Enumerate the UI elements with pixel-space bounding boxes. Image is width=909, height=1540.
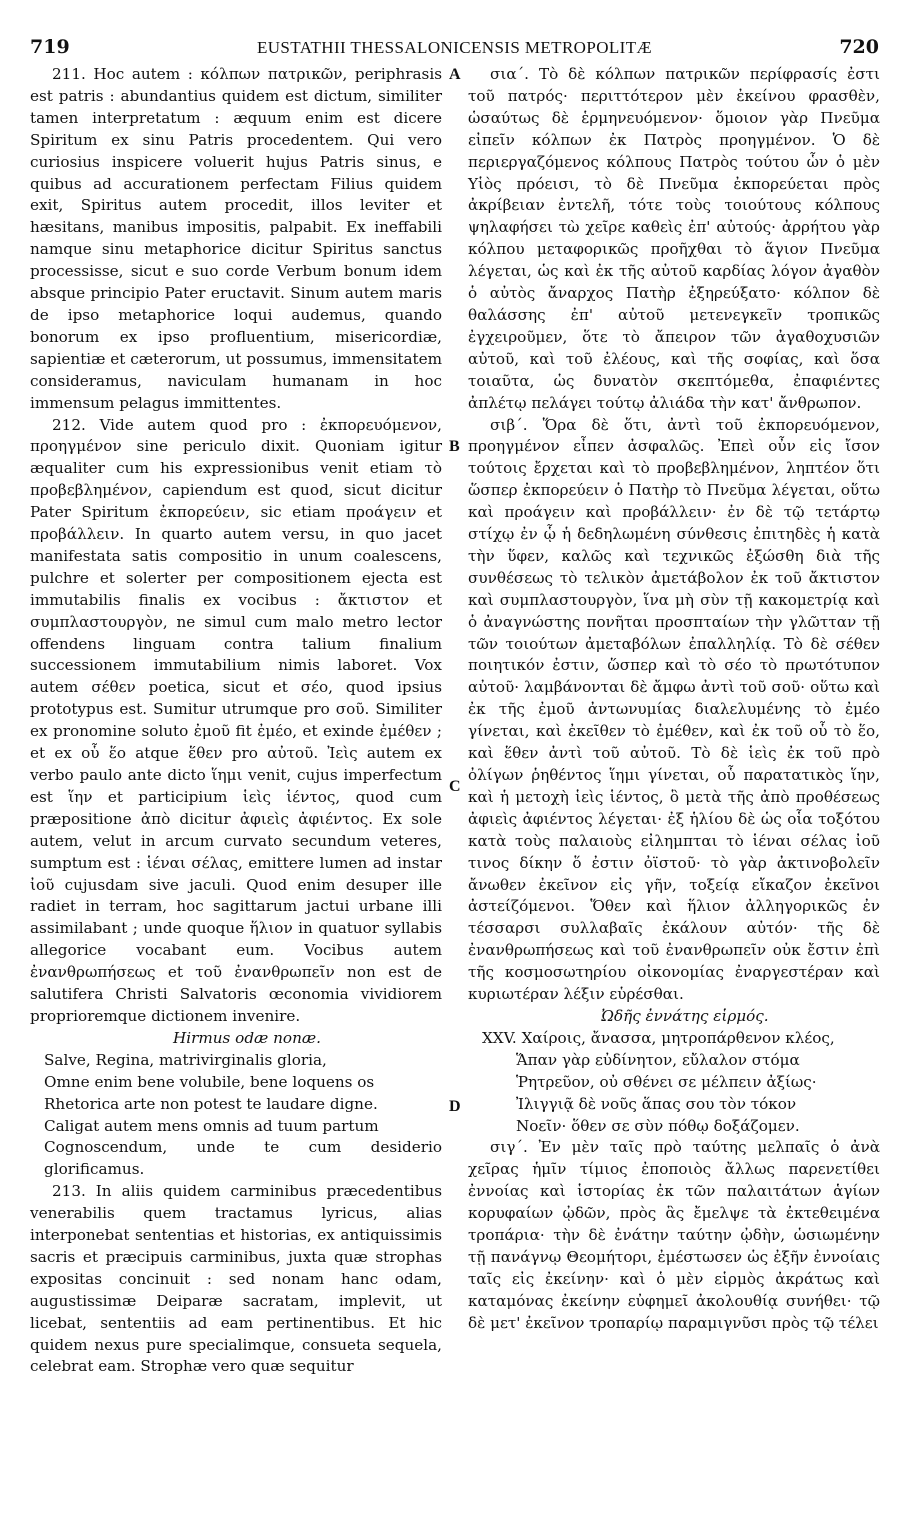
paragraph-211: 211. Hoc autem : κόλπων πατρικῶν, periphrasis est patris : abundantius quidem est dictum, similiter tamen interpretatum : æquum enim est dicere Spiritum ex sinu Patris procedentem. Qui vero curiosius inspicere voluerit hujus Patris sinus, e quibus ad accurationem perfectam Filius quidem exit, Spiritus autem procedit, illos leviter et hæsitans, manibus impositis, palpabit. Ex ineffabili namque sinu metaphorice dicitur Spiritus sanctus processisse, sicut e suo corde Verbum bonum idem absque principio Pater eructavit. Sinum autem maris de ipso metaphorice loqui audemus, quando bonorum ex ipso profluentium, misericordiæ, sapientiæ et cæterorum, ut possumus, immensitatem consideramus, naviculam humanam in hoc immensum pelagus immittentes.	[30, 65, 442, 412]
paragraph-212: 212. Vide autem quod pro : ἐκπορευόμενον, προηγμένον sine periculo dixit. Quoniam igitur æqualiter cum his expressionibus venit etiam τὸ προβεβλημένον, capiendum est quod, sicut dicitur Pater Spiritum ἐκπορεύειν, sic etiam προάγειν et προβάλλειν. In quarto autem versu, in quo jacet manifestata satis compositio in unum coalescens, pulchre et solerter per compositionem ejecta est immutabilis finalis ex vocibus : ἄκτιστον et συμπλαστουργὸν, ne simul cum malo metro lector offendens linguam contra talium finalium successionem immutabilium nimis laboret. Vox autem σέθεν poetica, sicut et σέο, quod ipsius prototypus est. Sumitur utrumque pro σοῦ. Similiter ex pronomine soluto ἐμοῦ fit ἐμέο, et exinde ἐμέθεν ; et ex οὗ ἕο atque ἕθεν pro αὐτοῦ. Ἰεὶς autem ex verbo paulo ante dicto ἵημι venit, cujus imperfectum est ἵην et participium ἱεὶς ἱέντος, quod cum præpositione ἀπὸ dicitur ἀφιεὶς ἀφιέντος. Ex sole autem, velut in arcum curvato secundum veteres, sumptum est : ἱέναι σέλας, emittere lumen ad instar ἰοῦ cujusdam sive jaculi. Quod enim desuper ille radiet in terram, hoc sagittarum jactui urbane illi assimilabant ; unde quoque ἥλιον in quatuor syllabis allegorice vocabant eum. Vocibus autem ἐνανθρωπήσεως et τοῦ ἐνανθρωπεῖν non est de salutifera Christi Salvatoris œconomia vividiorem proprioremque dictionem invenire.	[30, 415, 442, 1025]
paragraph-213: 213. In aliis quidem carminibus præcedentibus venerabilis quem tractamus lyricus, alias interponebat sententias et historias, ex antiquissimis sacris et præcipuis carminibus, juxta quæ strophas expositas concinuit : sed nonam hanc odam, augustissimæ Deiparæ sacratam, implevit, ut licebat, sententiis ad eam pertinentibus. Et hic quidem nexus pure specialimque, consueta sequela, celebrat eam. Strophæ vero quæ sequitur	[30, 1182, 442, 1376]
verse-line: Omne enim bene volubile, bene loquens os	[44, 1072, 375, 1091]
hirmus-heading: Hirmus odæ nonæ.	[173, 1028, 321, 1047]
verse-line: XXV. Χαίροις, ἄνασσα, μητροπάρθενον κλέος,	[482, 1028, 835, 1047]
paragraph-sia: σια΄. Τὸ δὲ κόλπων πατρικῶν περίφρασίς ἐστι τοῦ πατρός· περιττότερον μὲν ἐκείνου φρασθὲν, ὡσαύτως δὲ ἑρμηνευόμενον· ὅμοιον γὰρ Πνεῦμα εἰπεῖν κόλπων ἐκ Πατρὸς προηγμένον. Ὁ δὲ περιεργαζόμενος κόλπους Πατρὸς τούτου ὧν ὁ μὲν Υἱὸς πρόεισι, τὸ δὲ Πνεῦμα ἐκπορεύεται πρὸς ἀκρίβειαν ἐντελῆ, τότε τοὺς τοιούτους κόλπους ψηλαφήσει τὼ χεῖρε καθεὶς ἐπ' αὐτούς· ἀρρήτου γὰρ κόλπου μεταφορικῶς προῆχθαι τὸ ἅγιον Πνεῦμα λέγεται, ὡς καὶ ἐκ τῆς αὐτοῦ καρδίας λόγον ἀγαθὸν ὁ αὐτὸς ἄναρχος Πατὴρ ἐξηρεύξατο· κόλπον δὲ θαλάσσης ἐπ' αὐτοῦ μετενεγκεῖν τροπικῶς ἐγχειροῦμεν, ὅτε τὸ ἄπειρον τῶν ἀγαθοχυσιῶν αὐτοῦ, καὶ τοῦ ἐλέους, καὶ τῆς σοφίας, καὶ ὅσα τοιαῦτα, ὡς δυνατὸν σκεπτόμεθα, ἐπαφιέντες ἀπλέτῳ πελάγει τούτῳ ἀλιάδα τὴν κατ' ἄνθρωπον.	[468, 65, 880, 412]
margin-marker-d: D	[449, 1098, 461, 1115]
hirmus-verse	[30, 1050, 442, 1181]
ode-verse	[468, 1028, 880, 1138]
verse-line: Ἅπαν γὰρ εὐδίνητον, εὔλαλον στόμα	[516, 1050, 800, 1069]
verse-line: Cognoscendum, unde te cum desiderio glorificamus.	[44, 1138, 442, 1179]
running-title: EUSTATHII THESSALONICENSIS METROPOLITÆ	[256, 38, 653, 57]
verse-line: Caligat autem mens omnis ad tuum partum	[44, 1116, 379, 1135]
verse-line: Ῥητρεῦον, οὐ σθένει σε μέλπειν ἀξίως·	[516, 1072, 817, 1091]
verse-line: Ἰλιγγιᾷ δὲ νοῦς ἅπας σου τὸν τόκον	[516, 1094, 797, 1113]
page-number-left: 719	[30, 36, 70, 58]
page-number-right: 720	[839, 36, 879, 58]
margin-marker-b: B	[449, 438, 460, 455]
ode-heading: Ὠδῆς ἐννάτης εἱρμός.	[601, 1006, 769, 1025]
paragraph-sib: σιβ΄. Ὅρα δὲ ὅτι, ἀντὶ τοῦ ἐκπορευόμενον, προηγμένον εἶπεν ἀσφαλῶς. Ἐπεὶ οὖν εἰς ἴσον τούτοις ἔρχεται καὶ τὸ προβεβλημένον, ληπτέον ὅτι ὥσπερ ἐκπορεύειν ὁ Πατὴρ τὸ Πνεῦμα λέγεται, οὕτω καὶ προάγειν καὶ προβάλλειν· ἐν δὲ τῷ τετάρτῳ στίχῳ ἐν ᾧ ἡ δεδηλωμένη σύνθεσις ἐπιτηδὲς ἡ κατὰ τὴν ὕφεν, καλῶς καὶ τεχνικῶς ἐξώσθη διὰ τῆς συνθέσεως τὸ τελικὸν ἀμετάβολον ἐκ τοῦ ἄκτιστον καὶ συμπλαστουργὸν, ἵνα μὴ σὺν τῇ κακομετρίᾳ καὶ ὁ ἀναγνώστης πονῆται προσπταίων τὴν γλῶτταν τῇ τῶν τοιούτων ἀμεταβόλων ἐπαλληλίᾳ. Τὸ δὲ σέθεν ποιητικόν ἐστιν, ὥσπερ καὶ τὸ σέο τὸ πρωτότυπον αὐτοῦ· λαμβάνονται δὲ ἄμφω ἀντὶ τοῦ σοῦ· οὕτω καὶ ἐκ τῆς ἐμοῦ ἀντωνυμίας διαλελυμένης τὸ ἐμέο γίνεται, καὶ ἐκεῖθεν τὸ ἐμέθεν, καὶ ἐκ τοῦ οὗ τὸ ἕο, καὶ ἕθεν ἀντὶ τοῦ αὐτοῦ. Τὸ δὲ ἱεὶς ἐκ τοῦ πρὸ ὀλίγων ῥηθέντος ἵημι γίνεται, οὗ παρατατικὸς ἵην, καὶ ἡ μετοχὴ ἱεὶς ἱέντος, ὃ μετὰ τῆς ἀπὸ προθέσεως ἀφιεὶς ἀφιέντος λέγεται· ἐξ ἡλίου δὲ ὡς οἷα τοξότου κατὰ τοὺς παλαιοὺς εἰλημπται τὸ ἱέναι σέλας ἰοῦ τινος δίκην ὅ ἐστιν ὀϊστοῦ· τὸ γὰρ ἀκτινοβολεῖν ἄνωθεν ἐκεῖνον εἰς γῆν, τοξείᾳ εἴκαζον ἐκεῖνοι ἀστείζόμενοι. Ὅθεν καὶ ἥλιον ἀλληγορικῶς ἐν τέσσαρσι συλλαβαῖς ἐκάλουν αὐτόν· τῆς δὲ ἐνανθρωπήσεως καὶ τοῦ ἐνανθρωπεῖν οὐκ ἔστιν ἐπὶ τῆς κοσμοσωτηρίου οἰκονομίας ἐναργεστέραν καὶ κυριωτέραν λέξιν εὑρέσθαι.	[468, 415, 880, 1004]
margin-marker-a: A	[449, 66, 461, 83]
paragraph-sig: σιγ΄. Ἐν μὲν ταῖς πρὸ ταύτης μελπαῖς ὁ ἀνὰ χεῖρας ἡμῖν τίμιος ἐποποιὸς ἄλλως παρενετίθει ἐννοίας καὶ ἱστορίας ἐκ τῶν παλαιτάτων ἁγίων κορυφαίων ᾠδῶν, πρὸς ἃς ἔμελψε τὰ ἐκτεθειμένα τροπάρια· τὴν δὲ ἐνάτην ταύτην ᾠδὴν, ὡσιωμένην τῇ πανάγνῳ Θεομήτορι, ἐμέστωσεν ὡς ἐξῆν ἐννοίαις ταῖς εἰς ἐκείνην· καὶ ὁ μὲν εἱρμὸς ἀκράτως καὶ καταμόνας ἐκείνην εὐφημεῖ ἀκολουθίᾳ συνήθει· τῷ δὲ μετ' ἐκεῖνον τροπαρίῳ παραμιγνῦσι πρὸς τῷ τέλει	[468, 1138, 880, 1332]
latin-column	[30, 64, 442, 1378]
margin-marker-c: C	[449, 778, 461, 795]
verse-line: Νοεῖν· ὅθεν σε σὺν πόθῳ δοξάζομεν.	[516, 1116, 800, 1135]
greek-column	[468, 64, 880, 1335]
verse-line: Salve, Regina, matrivirginalis gloria,	[44, 1050, 327, 1069]
page-header	[30, 36, 879, 60]
verse-line: Rhetorica arte non potest te laudare digne.	[44, 1094, 378, 1113]
